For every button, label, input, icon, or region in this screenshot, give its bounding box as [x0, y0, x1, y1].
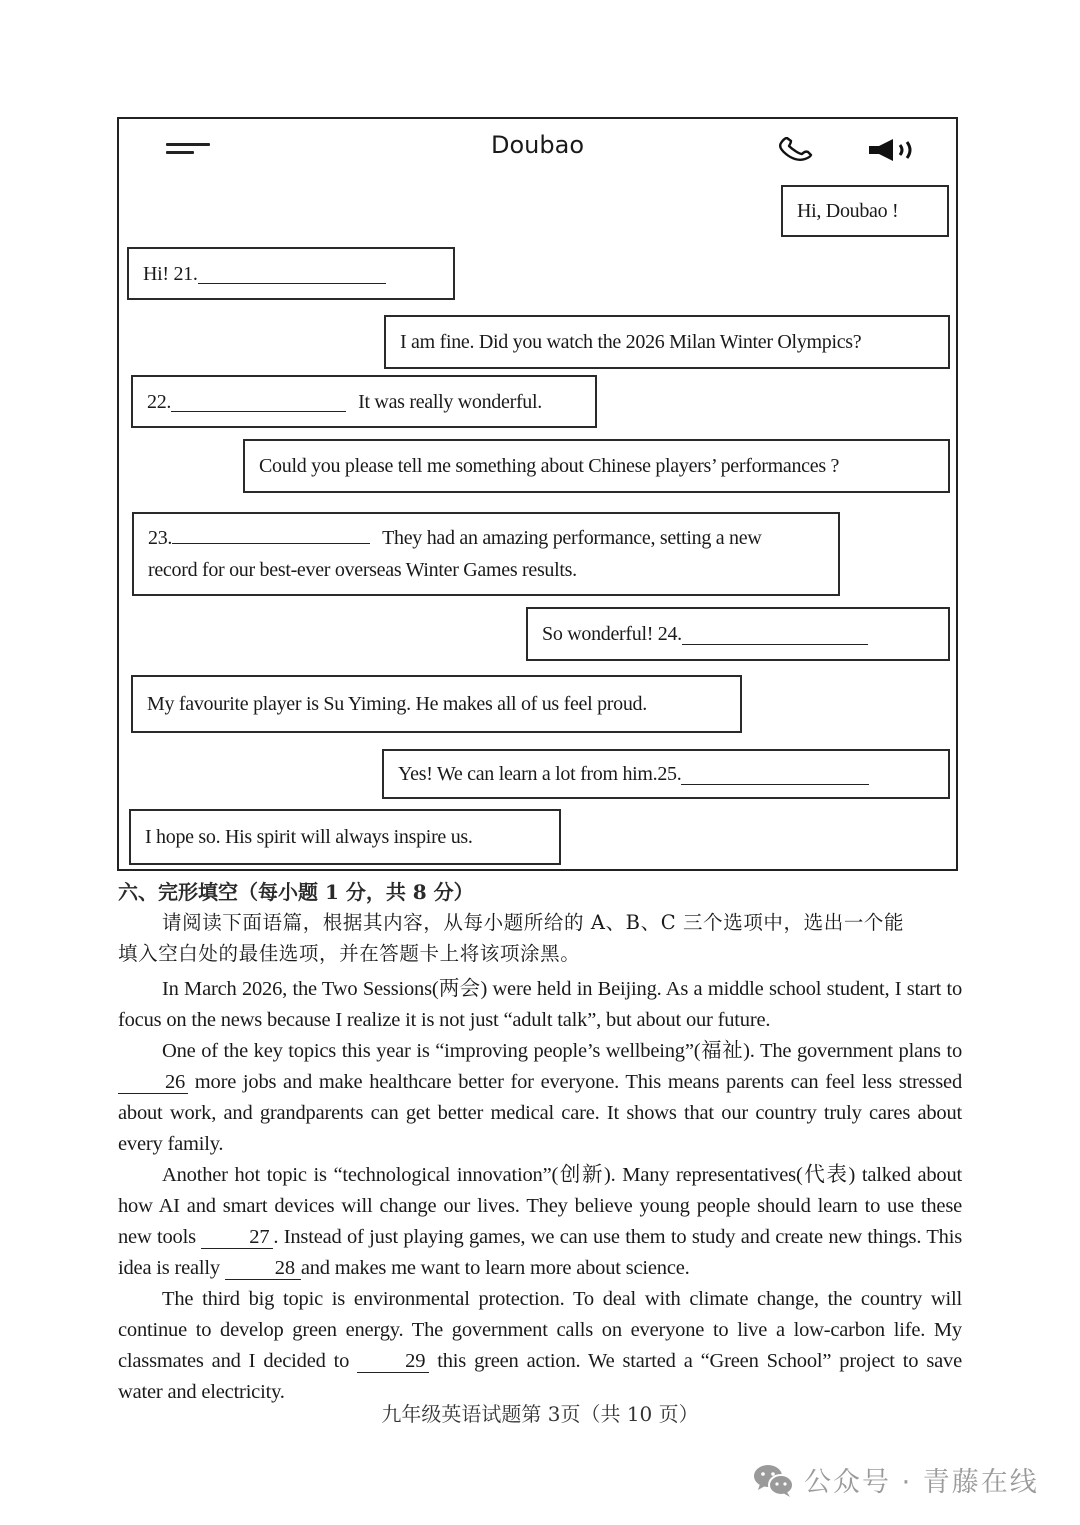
- chat-bubble-bot: I hope so. His spirit will always inspire us.: [129, 809, 561, 865]
- chat-bubble-user: Hi, Doubao !: [781, 185, 949, 237]
- paragraph-3: Another hot topic is “technological innovation”(创新). Many representatives(代表) talked about how AI and smart devices will change our lives. They believe young people should learn to use these new tools 27 . Instead of just playing games, we can use them to study and create new things. This idea is really 28 and makes me want to learn more about science.: [118, 1164, 963, 1279]
- chat-bubble-bot: Hi! 21.: [127, 247, 455, 300]
- paragraph-1: In March 2026, the Two Sessions(两会) were held in Beijing. As a middle school student, I start to focus on the news because I realize it is not just “adult talk”, but about our future.: [118, 978, 962, 1031]
- chat-bubble-bot: My favourite player is Su Yiming. He makes all of us feel proud.: [131, 675, 742, 733]
- cloze-gap-27[interactable]: 27: [201, 1226, 273, 1249]
- answer-blank-25[interactable]: [681, 764, 869, 785]
- cloze-gap-26[interactable]: 26: [118, 1071, 188, 1094]
- answer-blank-22[interactable]: [171, 391, 346, 412]
- chat-bubble-user: Yes! We can learn a lot from him.25.: [382, 749, 950, 799]
- cloze-passage: [118, 974, 962, 1408]
- section-heading: 六、完形填空（每小题 1 分，共 8 分）: [118, 880, 474, 904]
- cloze-gap-28[interactable]: 28: [225, 1257, 301, 1280]
- answer-blank-21[interactable]: [198, 263, 386, 284]
- chat-bubble-bot: 22. It was really wonderful.: [131, 375, 597, 428]
- wechat-icon: [752, 1462, 796, 1498]
- answer-blank-24[interactable]: [682, 624, 868, 645]
- chat-bubble-bot: 23. They had an amazing performance, setting a new record for our best-ever overseas Winter Games results.: [132, 512, 840, 596]
- page-footer: 九年级英语试题第 3页（共 10 页）: [381, 1402, 699, 1426]
- watermark: [752, 1460, 1039, 1499]
- section-instructions: 请阅读下面语篇，根据其内容，从每小题所给的 A、B、C 三个选项中，选出一个能 填入空白处的最佳选项，并在答题卡上将该项涂黑。: [118, 911, 905, 965]
- chat-bubble-user: I am fine. Did you watch the 2026 Milan Winter Olympics?: [384, 315, 950, 369]
- watermark-text: 公众号 · 青藤在线: [804, 1467, 1039, 1498]
- chat-bubble-user: So wonderful! 24.: [526, 607, 950, 661]
- chat-mockup: [117, 117, 958, 871]
- cloze-gap-29[interactable]: 29: [357, 1350, 429, 1373]
- phone-icon[interactable]: [777, 137, 819, 165]
- answer-blank-23[interactable]: [172, 523, 370, 544]
- paragraph-2: One of the key topics this year is “improving people’s wellbeing”(福祉). The government plans to 26 more jobs and make healthcare better for everyone. This means parents can feel less stressed about work, and grandparents can get better medical care. It shows that our country truly cares about every family.: [118, 1040, 962, 1155]
- speaker-icon[interactable]: [867, 137, 919, 163]
- chat-title: Doubao: [491, 131, 584, 159]
- paragraph-4: The third big topic is environmental protection. To deal with climate change, the country will continue to develop green energy. The government calls on everyone to live a low-carbon life. My classmates and I decided to 29 this green action. We started a “Green School” project to save water and electricity.: [118, 1288, 962, 1403]
- chat-bubble-user: Could you please tell me something about Chinese players’ performances ?: [243, 439, 950, 493]
